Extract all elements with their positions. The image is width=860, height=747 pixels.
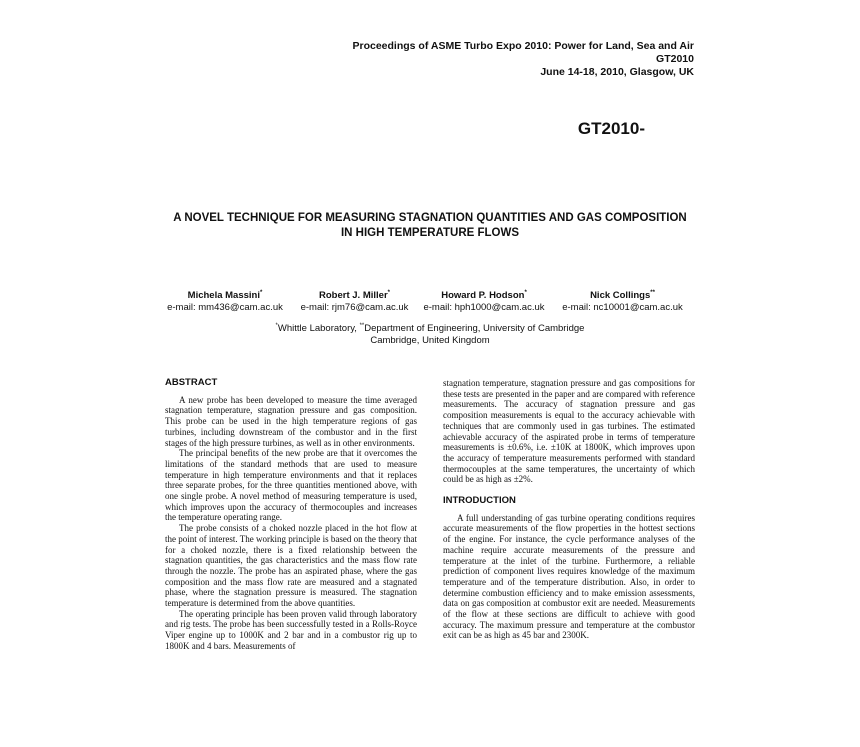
author-email: e-mail: mm436@cam.ac.uk — [167, 302, 283, 314]
introduction-heading: INTRODUCTION — [443, 495, 516, 507]
author-2 — [292, 287, 417, 314]
author-4 — [555, 287, 690, 314]
title-line-1: A NOVEL TECHNIQUE FOR MEASURING STAGNATION QUANTITIES AND GAS COMPOSITION — [173, 212, 687, 224]
author-1 — [160, 287, 290, 314]
abstract-paragraph: A new probe has been developed to measure the time averaged stagnation temperature, stagnation pressure and gas composition. This probe can be used in the high temperature regions of gas turbines, including downstream of the combustor and in the first stages of the high pressure turbines, as well as in other environments. — [165, 394, 417, 448]
conference-code: GT2010 — [656, 53, 694, 65]
right-column — [443, 378, 695, 641]
author-name: Howard P. Hodson — [441, 290, 525, 302]
paper-id: GT2010- — [577, 119, 645, 138]
conference-dates: June 14-18, 2010, Glasgow, UK — [540, 66, 694, 78]
author-mark: * — [387, 290, 390, 296]
affiliation-dept: Department of Engineering, University of Cambridge — [364, 323, 585, 335]
title-line-2: IN HIGH TEMPERATURE FLOWS — [340, 227, 520, 239]
affiliation-lab: Whittle Laboratory, — [277, 323, 357, 335]
introduction-paragraph: A full understanding of gas turbine operating conditions requires accurate measurements of the flow properties in the hottest sections of the engine. For instance, the cycle performance analyses of the machine require accurate measurements of the pressure and temperature at the inlet of the turbine. Furthermore, a reliable prediction of component lives requires knowledge of the maximum temperature and of the temperature distribution. Also, in order to determine combustion efficiency and to make emission assessments, data on gas composition at combustor exit are needed. Measurements of the flow at these sections are difficult to achieve with good accuracy. The maximum pressure and temperature at the combustor exit can be as high as 45 bar and 2300K. — [443, 512, 695, 641]
proceedings-line: Proceedings of ASME Turbo Expo 2010: Power for Land, Sea and Air — [352, 40, 694, 52]
abstract-heading: ABSTRACT — [165, 377, 218, 388]
left-column — [165, 378, 417, 652]
abstract-paragraph: The probe consists of a choked nozzle placed in the hot flow at the point of interest. The working principle is based on the theory that for a choked nozzle, there is a fixed relationship between the stagnation quantities, the gas characteristics and the mass flow rate through the nozzle. The probe has an aspirated phase, where the gas composition and the mass flow rate are measured and a stagnated phase, where the stagnation pressure is measured. The stagnation temperature is determined from the above quantities. — [165, 523, 417, 609]
author-name: Michela Massini — [187, 290, 260, 302]
affiliation-mark-2: ** — [359, 323, 365, 329]
author-mark: * — [524, 290, 527, 296]
proceedings-header — [352, 40, 694, 79]
author-mark: * — [260, 290, 263, 296]
affiliation-line — [200, 320, 660, 335]
paper-title — [150, 211, 710, 241]
author-3 — [418, 287, 550, 314]
author-mark: ** — [650, 290, 655, 296]
author-email: e-mail: nc10001@cam.ac.uk — [562, 302, 683, 314]
author-email: e-mail: rjm76@cam.ac.uk — [300, 302, 409, 314]
author-name: Robert J. Miller — [319, 290, 388, 302]
abstract-paragraph: The operating principle has been proven valid through laboratory and rig tests. The probe has been successfully tested in a Rolls-Royce Viper engine up to 1000K and 2 bar and in a combustor rig up to 1800K and 4 bars. Measurements of — [165, 608, 417, 651]
abstract-paragraph: The principal benefits of the new probe are that it overcomes the limitations of the standard methods that are used to measure temperature in high temperature environments and that it replaces three separate probes, for the three quantities mentioned above, with one single probe. A novel method of measuring temperature is used, which improves upon the accuracy of thermocouples and increases the temperature operating range. — [165, 448, 417, 523]
affiliation-mark-1: * — [275, 323, 278, 329]
affiliation — [200, 320, 660, 347]
affiliation-location: Cambridge, United Kingdom — [370, 335, 490, 347]
author-email: e-mail: hph1000@cam.ac.uk — [423, 302, 545, 314]
author-name: Nick Collings — [590, 290, 651, 302]
abstract-paragraph-continued: stagnation temperature, stagnation pressure and gas compositions for these tests are presented in the paper and are compared with reference measurements. The accuracy of stagnation pressure and gas composition measurements is equal to the accuracy achievable with techniques that are commonly used in gas turbines. The estimated achievable accuracy of the aspirated probe in terms of temperature measurements is ±0.6%, i.e. ±10K at 1800K, which improves upon the accuracy of temperature measurements performed with standard thermocouples at the same temperatures, the uncertainty of which could be as high as ±2%. — [443, 378, 695, 485]
